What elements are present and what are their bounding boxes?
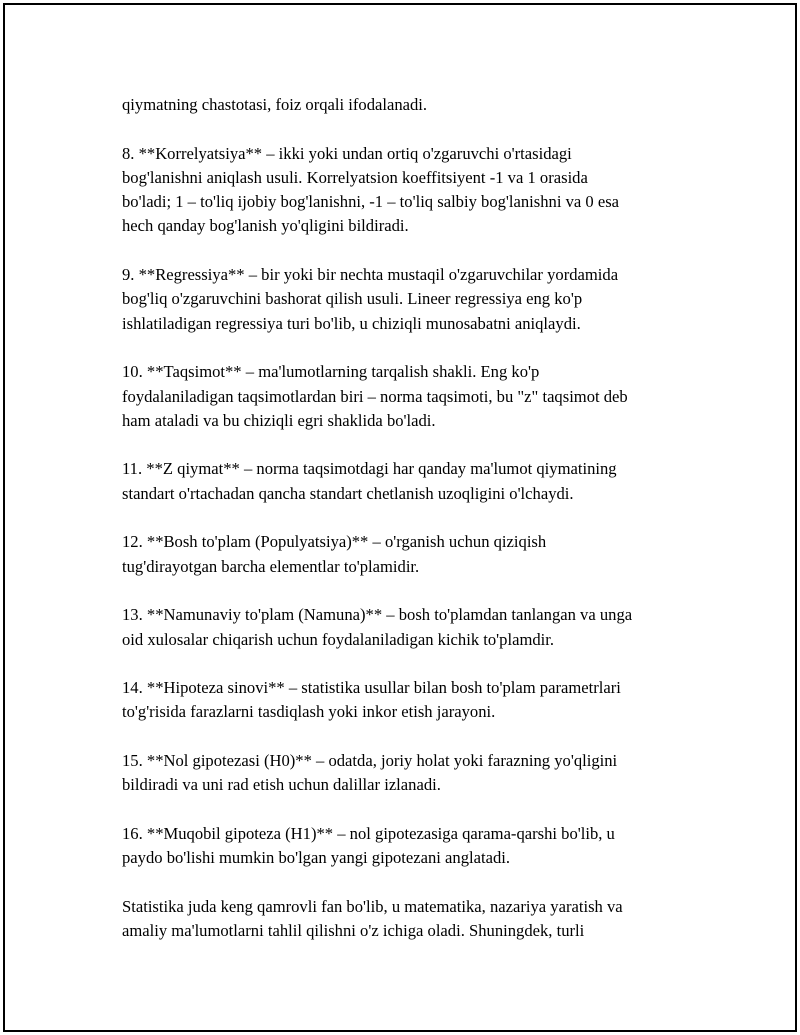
text-line: to'g'risida farazlarni tasdiqlash yoki inkor etish jarayoni. — [122, 702, 496, 722]
document-body — [122, 93, 722, 968]
text-line: ham ataladi va bu chiziqli egri shaklida bo'ladi. — [122, 410, 436, 430]
text-line: standart o'rtachadan qancha standart chetlanish uzoqligini o'lchaydi. — [122, 483, 574, 503]
text-line: 13. **Namunaviy to'plam (Namuna)** – bosh to'plamdan tanlangan va unga — [122, 605, 633, 625]
text-line: ishlatiladigan regressiya turi bo'lib, u chiziqli munosabatni aniqlaydi. — [122, 313, 581, 333]
text-line: paydo bo'lishi mumkin bo'lgan yangi gipotezani anglatadi. — [122, 848, 511, 868]
text-line: Statistika juda keng qamrovli fan bo'lib, u matematika, nazariya yaratish va — [122, 896, 623, 916]
paragraph-sample — [122, 603, 722, 652]
text-line: foydalaniladigan taqsimotlardan biri – norma taqsimoti, bu "z" taqsimot deb — [122, 386, 628, 406]
paragraph-population — [122, 530, 722, 579]
paragraph-null-hypothesis — [122, 749, 722, 798]
text-line: hech qanday bog'lanish yo'qligini bildiradi. — [122, 216, 409, 236]
text-line: 8. **Korrelyatsiya** – ikki yoki undan ortiq o'zgaruvchi o'rtasidagi — [122, 143, 572, 163]
paragraph-hypothesis-test — [122, 676, 722, 725]
text-line: 16. **Muqobil gipoteza (H1)** – nol gipotezasiga qarama-qarshi bo'lib, u — [122, 823, 615, 843]
text-line: 14. **Hipoteza sinovi** – statistika usullar bilan bosh to'plam parametrlari — [122, 678, 621, 698]
text-line: 12. **Bosh to'plam (Populyatsiya)** – o'rganish uchun qiziqish — [122, 532, 547, 552]
text-line: bo'ladi; 1 – to'liq ijobiy bog'lanishni, -1 – to'liq salbiy bog'lanishni va 0 esa — [122, 192, 620, 212]
text-line: tug'dirayotgan barcha elementlar to'plamidir. — [122, 556, 420, 576]
page-frame — [3, 3, 797, 1032]
text-line: qiymatning chastotasi, foiz orqali ifodalanadi. — [122, 95, 428, 114]
text-line: bog'liq o'zgaruvchini bashorat qilish usuli. Lineer regressiya eng ko'p — [122, 289, 583, 309]
text-line: 9. **Regressiya** – bir yoki bir nechta mustaqil o'zgaruvchilar yordamida — [122, 265, 619, 285]
paragraph-z-value — [122, 457, 722, 506]
paragraph-regression — [122, 263, 722, 336]
text-line: 15. **Nol gipotezasi (H0)** – odatda, joriy holat yoki farazning yo'qligini — [122, 751, 618, 771]
paragraph-correlation — [122, 142, 722, 239]
text-line: oid xulosalar chiqarish uchun foydalaniladigan kichik to'plamdir. — [122, 629, 555, 649]
text-line: bildiradi va uni rad etish uchun dalillar izlanadi. — [122, 775, 441, 795]
text-line: 11. **Z qiymat** – norma taqsimotdagi har qanday ma'lumot qiymatining — [122, 459, 617, 479]
text-line: bog'lanishni aniqlash usuli. Korrelyatsion koeffitsiyent -1 va 1 orasida — [122, 167, 588, 187]
paragraph-distribution — [122, 360, 722, 433]
text-line: 10. **Taqsimot** – ma'lumotlarning tarqalish shakli. Eng ko'p — [122, 362, 540, 382]
paragraph-statistics-summary — [122, 895, 722, 944]
paragraph-alternative-hypothesis — [122, 822, 722, 871]
text-line: amaliy ma'lumotlarni tahlil qilishni o'z ichiga oladi. Shuningdek, turli — [122, 921, 585, 941]
paragraph-frequency-continuation — [122, 93, 722, 117]
